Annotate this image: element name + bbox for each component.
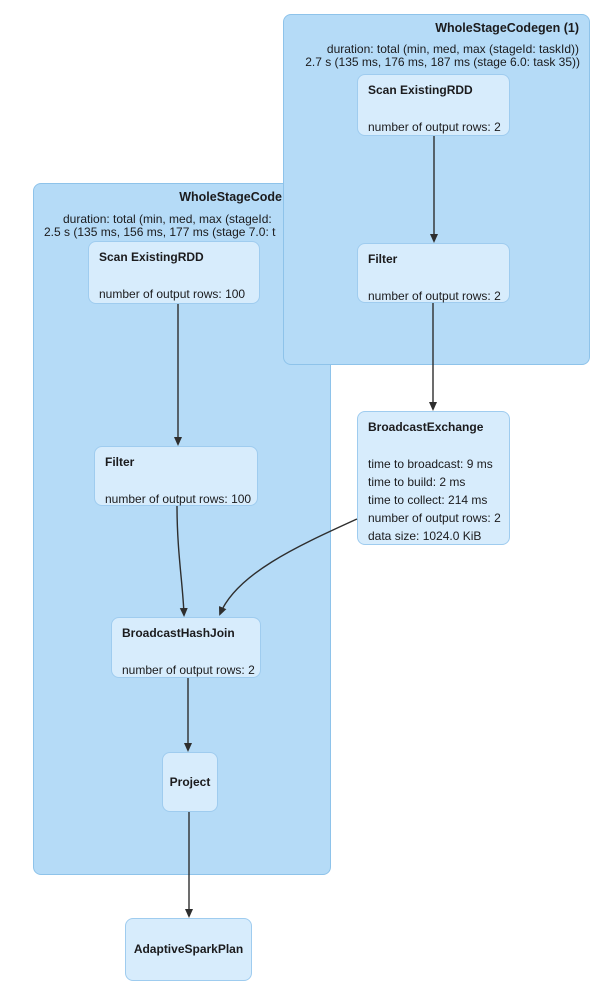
plan-node-filter-1[interactable]	[357, 243, 510, 303]
node-title: BroadcastHashJoin	[122, 626, 235, 640]
node-title: Filter	[368, 252, 398, 266]
plan-node-scan-existingrdd-2[interactable]	[88, 241, 260, 304]
plan-node-broadcasthashjoin[interactable]	[111, 617, 261, 678]
cluster-wholestagecodegen-1	[283, 14, 590, 365]
cluster-title: WholeStageCodegen (1)	[435, 21, 579, 35]
cluster-duration-value: 2.7 s (135 ms, 176 ms, 187 ms (stage 6.0: task 35))	[305, 55, 580, 69]
node-title: Scan ExistingRDD	[99, 250, 204, 264]
node-metric: number of output rows: 100	[105, 492, 252, 506]
plan-node-filter-2[interactable]	[94, 446, 258, 506]
node-metric: time to build: 2 ms	[368, 475, 466, 489]
node-metric: number of output rows: 2	[368, 289, 501, 303]
node-title: BroadcastExchange	[368, 420, 484, 434]
node-metric: data size: 1024.0 KiB	[368, 529, 482, 543]
cluster-duration-label: duration: total (min, med, max (stageId: taskId))	[326, 42, 579, 56]
node-title: Scan ExistingRDD	[368, 83, 473, 97]
node-metric: number of output rows: 100	[99, 287, 246, 301]
node-title: Project	[169, 774, 211, 789]
cluster-duration-label: duration: total (min, med, max (stageId:	[63, 212, 272, 226]
cluster-title: WholeStageCode	[179, 190, 282, 204]
plan-node-adaptivesparkplan[interactable]	[125, 918, 252, 981]
plan-node-project[interactable]	[162, 752, 218, 812]
node-metric: time to broadcast: 9 ms	[368, 457, 493, 471]
node-metric: number of output rows: 2	[368, 511, 501, 525]
cluster-duration-value: 2.5 s (135 ms, 156 ms, 177 ms (stage 7.0: t	[44, 225, 276, 239]
node-title: AdaptiveSparkPlan	[133, 942, 244, 956]
node-metric: time to collect: 214 ms	[368, 493, 488, 507]
node-metric: number of output rows: 2	[368, 120, 501, 134]
plan-node-scan-existingrdd-1[interactable]	[357, 74, 510, 136]
node-metric: number of output rows: 2	[122, 663, 255, 677]
node-title: Filter	[105, 455, 135, 469]
plan-node-broadcastexchange[interactable]	[357, 411, 510, 545]
